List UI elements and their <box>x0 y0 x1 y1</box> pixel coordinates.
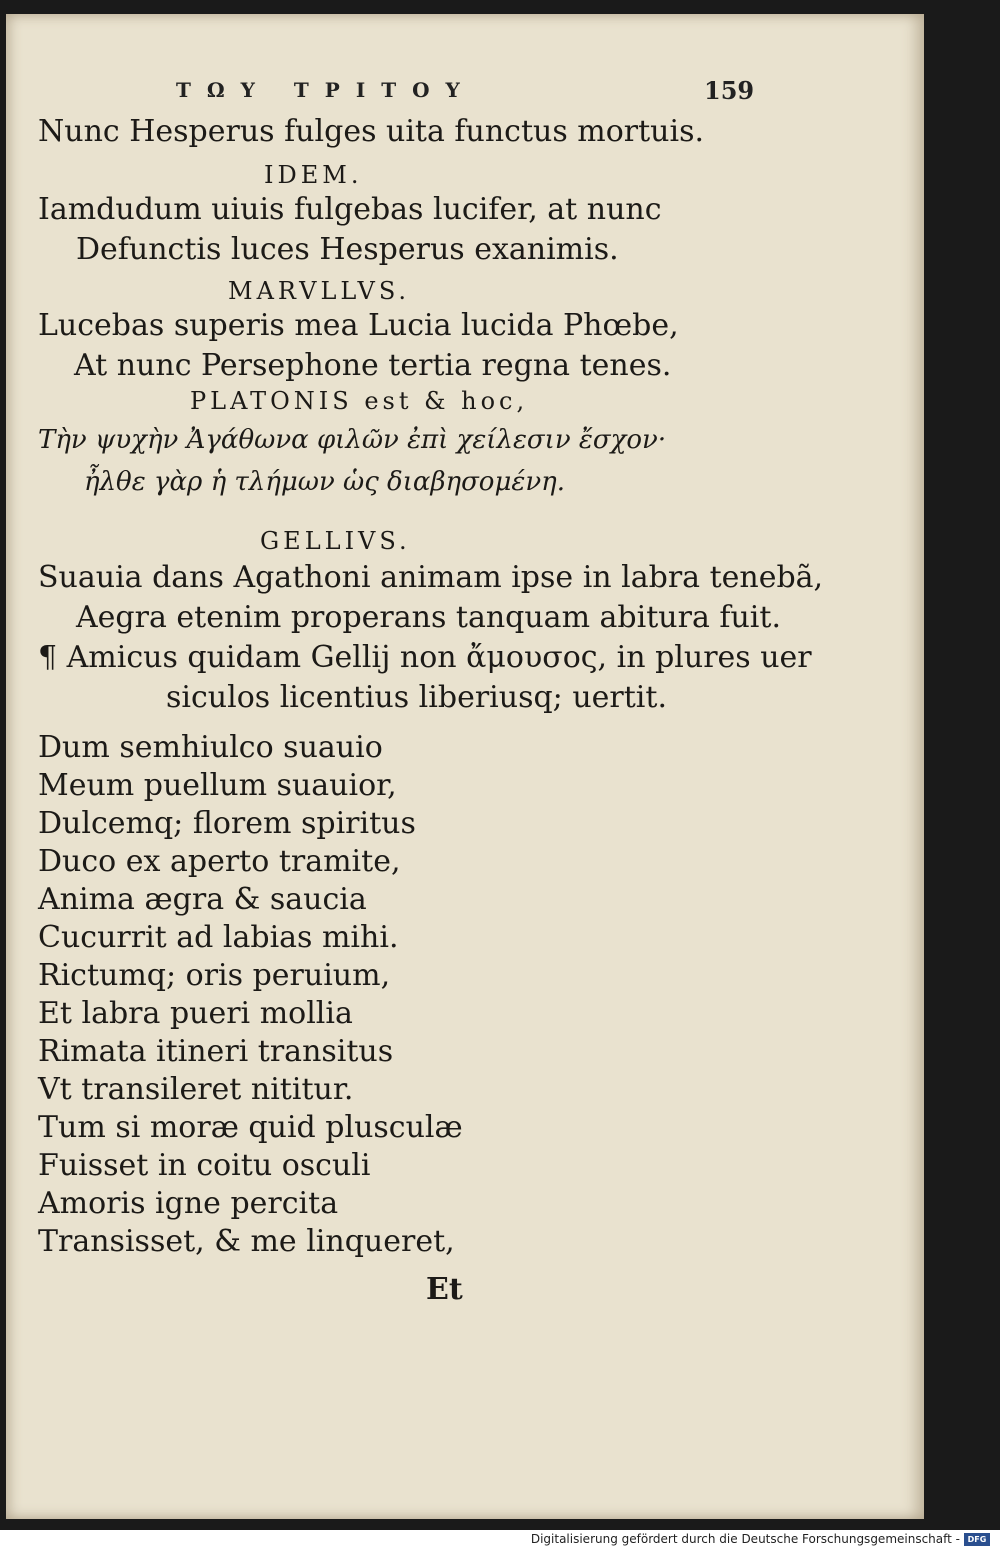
verse-line: Suauia dans Agathoni animam ipse in labra tenebã, <box>38 560 824 595</box>
verse-line: Rimata itineri transitus <box>38 1034 394 1069</box>
section-heading: MARVLLVS. <box>228 277 411 305</box>
verse-line: Transisset, & me linqueret, <box>38 1224 455 1259</box>
verse-line: ¶ Amicus quidam Gellij non ἄμουσος, in plures uer <box>38 640 812 675</box>
dfg-logo-icon: DFG <box>964 1533 990 1546</box>
greek-line-1: Τὴν ψυχὴν Ἀγάθωνα φιλῶν ἐπὶ χείλεσιν ἔσχον· <box>38 425 667 455</box>
verse-line: siculos licentius liberiusq; uertit. <box>166 680 667 715</box>
verse-line: Tum si moræ quid plusculæ <box>38 1110 463 1145</box>
section-heading: GELLIVS. <box>260 527 411 555</box>
verse-line: Iamdudum uiuis fulgebas lucifer, at nunc <box>38 192 662 227</box>
greek-line-2: ἦλθε γὰρ ἡ τλήμων ὡς διαβησομένη. <box>84 467 565 497</box>
verse-line: Et labra pueri mollia <box>38 996 353 1031</box>
verse-line: At nunc Persephone tertia regna tenes. <box>74 348 672 383</box>
verse-line: Duco ex aperto tramite, <box>38 844 401 879</box>
running-head: TΩΥ ΤΡΙΤΟΥ <box>176 78 476 102</box>
verse-line: Cucurrit ad labias mihi. <box>38 920 399 955</box>
verse-line: Anima ægra & saucia <box>38 882 367 917</box>
verse-line: Rictumq; oris peruium, <box>38 958 391 993</box>
verse-line: Lucebas superis mea Lucia lucida Phœbe, <box>38 308 679 343</box>
verse-line: Meum puellum suauior, <box>38 768 397 803</box>
verse-line: Dulcemq; florem spiritus <box>38 806 416 841</box>
verse-line: Vt transileret nititur. <box>38 1072 354 1107</box>
verse-line: Dum semhiulco suauio <box>38 730 383 765</box>
verse-line: Aegra etenim properans tanquam abitura fuit. <box>76 600 781 635</box>
section-heading: PLATONIS est & hoc, <box>190 387 529 415</box>
page-number: 159 <box>704 76 755 105</box>
verse-line: Defunctis luces Hesperus exanimis. <box>76 232 619 267</box>
verse-line: Fuisset in coitu osculi <box>38 1148 371 1183</box>
section-heading: IDEM. <box>264 161 363 189</box>
digitization-credit: Digitalisierung gefördert durch die Deutsche Forschungsgemeinschaft - <box>530 1532 960 1546</box>
verse-line: Nunc Hesperus fulges uita functus mortuis. <box>38 114 705 149</box>
verse-line: Amoris igne percita <box>38 1186 339 1221</box>
catchword: Et <box>426 1272 463 1307</box>
book-page <box>6 14 924 1519</box>
